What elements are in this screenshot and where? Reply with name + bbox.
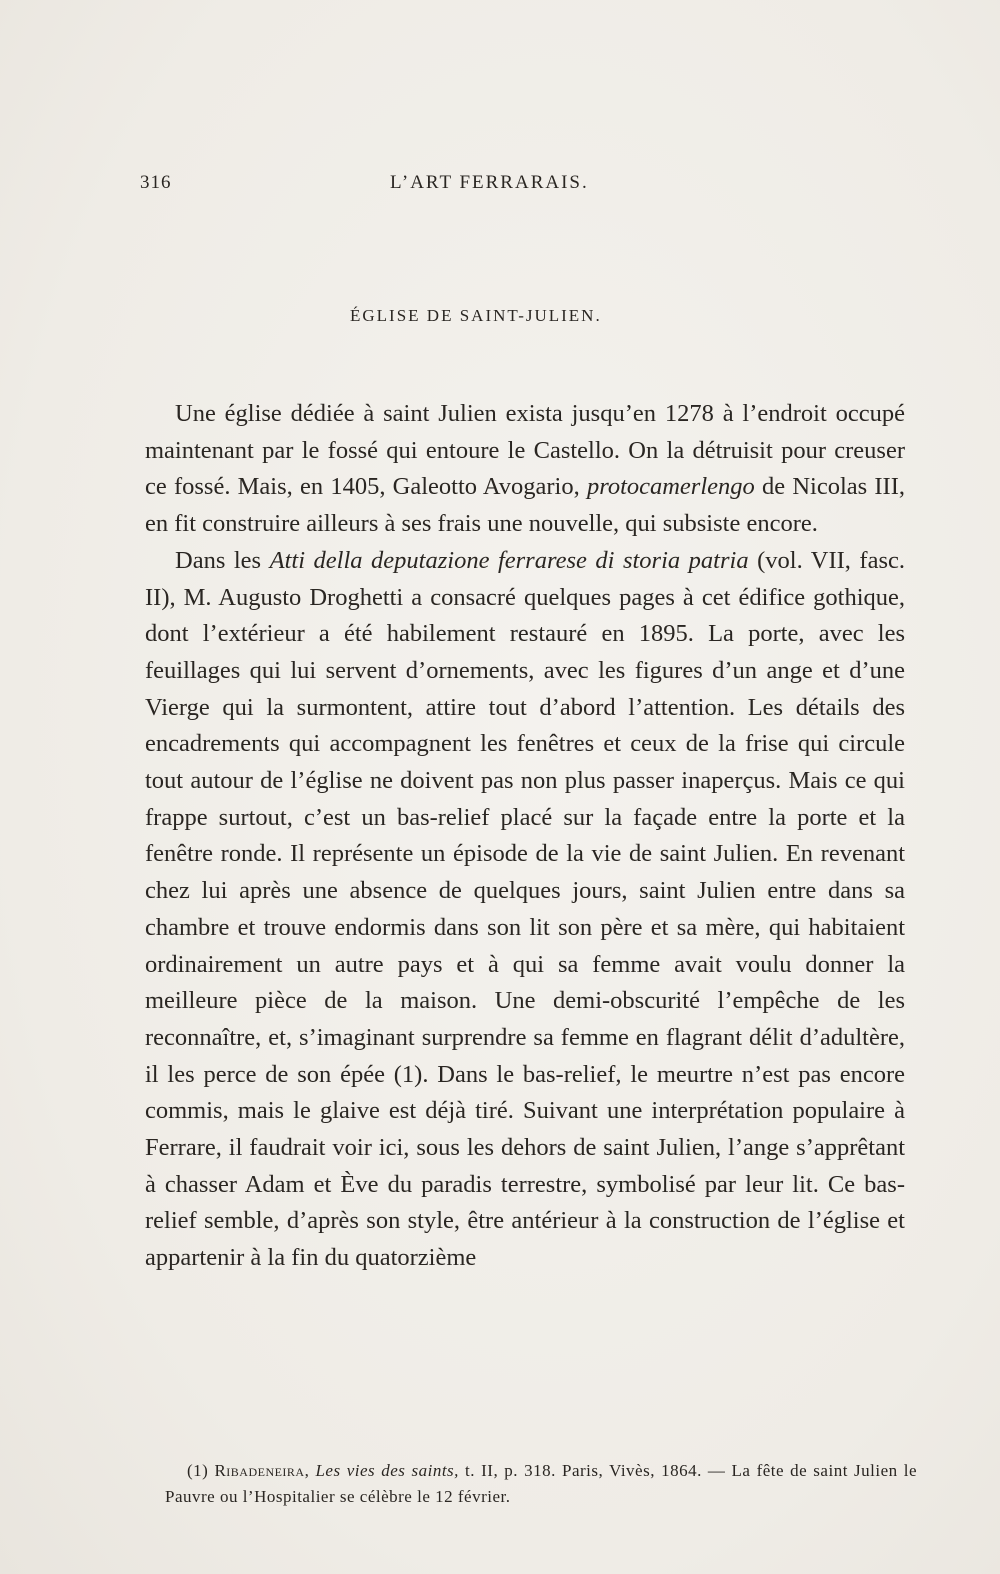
paragraph-1 <box>145 396 905 543</box>
footnote-number: (1) <box>187 1461 209 1480</box>
paragraph-1-italic-term: protocamerlengo <box>586 473 755 501</box>
page-number: 316 <box>140 172 172 193</box>
running-title: L’ART FERRARAIS. <box>390 172 589 193</box>
footnote <box>165 1458 917 1510</box>
paragraph-2 <box>145 543 905 1277</box>
footnote-book-title: Les vies des saints, <box>315 1461 459 1480</box>
body-text <box>145 396 905 1277</box>
paragraph-1-text-b: de Nicolas III, en fit construire ailleurs à ses frais une nouvelle, qui subsiste encore. <box>145 473 905 538</box>
footnote-text: t. II, p. 318. Paris, Vivès, 1864. — La fête de saint Julien le Pauvre ou l’Hospitalier se célèbre le 12 février. <box>165 1461 918 1506</box>
footnote-author: Ribadeneira, <box>214 1461 310 1480</box>
paragraph-2-text-b: (vol. VII, fasc. II), M. Augusto Droghetti a consacré quelques pages à cet édifice gothique, dont l’extérieur a été habilement restauré en 1895. La porte, avec les feuillages qui lui servent d’ornements, avec les figures d’un ange et d’une Vierge qui la surmontent, attire tout d’abord l’attention. Les détails des encadrements qui accompagnent les fenêtres et ceux de la frise qui circule tout autour de l’église ne doivent pas non plus passer inaperçus. Mais ce qui frappe surtout, c’est un bas-relief placé sur la façade entre la porte et la fenêtre ronde. Il représente un épisode de la vie de saint Julien. En revenant chez lui après une absence de quelques jours, saint Julien entre dans sa chambre et trouve endormis dans son lit son père et sa mère, qui habitaient ordinairement un autre pays et à qui sa femme avait voulu donner la meilleure pièce de la maison. Une demi-obscurité l’empêche de les reconnaître, et, s’imaginant surprendre sa femme en flagrant délit d’adultère, il les perce de son épée (1). Dans le bas-relief, le meurtre n’est pas encore commis, mais le glaive est déjà tiré. Suivant une interprétation populaire à Ferrare, il faudrait voir ici, sous les dehors de saint Julien, l’ange s’apprêtant à chasser Adam et Ève du paradis terrestre, symbolisé par leur lit. Ce bas-relief semble, d’après son style, être antérieur à la construction de l’église et appartenir à la fin du quatorzième <box>145 546 905 1272</box>
section-title: ÉGLISE DE SAINT-JULIEN. <box>350 306 602 325</box>
paragraph-1-text-a: Une église dédiée à saint Julien exista jusqu’en 1278 à l’endroit occupé maintenant par le fossé qui entoure le Castello. On la détruisit pour creuser ce fossé. Mais, en 1405, Galeotto Avogario, <box>145 400 905 501</box>
paragraph-2-text-a: Dans les <box>175 546 270 574</box>
paragraph-2-italic-title: Atti della deputazione ferrarese di storia patria <box>269 546 749 574</box>
